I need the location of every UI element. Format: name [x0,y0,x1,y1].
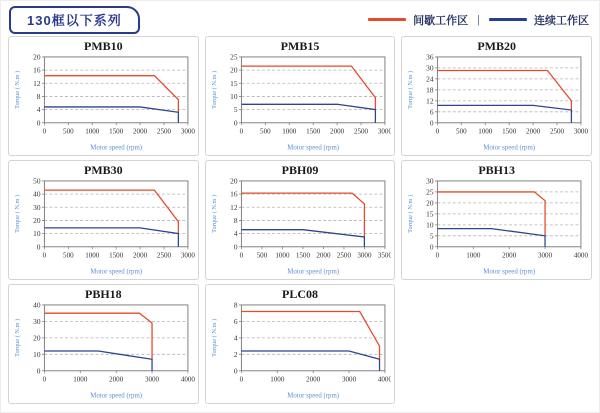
svg-text:3000: 3000 [574,127,589,136]
svg-text:10: 10 [229,91,238,101]
svg-text:Torque ( N.m ): Torque ( N.m ) [210,194,218,233]
svg-text:0: 0 [239,251,243,260]
chart-title: PBH18 [84,287,122,301]
svg-text:Motor speed (rpm): Motor speed (rpm) [90,268,143,276]
legend-label-intermittent: 间歇工作区 [413,14,469,27]
svg-text:0: 0 [430,118,434,128]
svg-text:4000: 4000 [180,375,195,384]
svg-text:Torque ( N.m ): Torque ( N.m ) [407,70,415,109]
svg-text:Motor speed (rpm): Motor speed (rpm) [483,144,536,152]
svg-text:Motor speed (rpm): Motor speed (rpm) [483,268,536,276]
svg-text:40: 40 [33,301,41,310]
svg-text:0: 0 [430,242,434,252]
svg-text:Torque ( N.m ): Torque ( N.m ) [210,70,218,109]
svg-text:8: 8 [233,301,238,310]
chart-title: PBH09 [281,163,319,177]
svg-text:0: 0 [42,375,47,384]
svg-text:1000: 1000 [274,251,290,260]
svg-text:0: 0 [42,251,47,260]
svg-text:0: 0 [233,366,238,376]
legend-item-intermittent [368,12,468,28]
svg-text:6: 6 [430,107,434,117]
svg-text:1000: 1000 [269,375,284,384]
svg-text:20: 20 [33,333,41,343]
chart-title: PMB30 [83,163,123,177]
svg-text:Motor speed (rpm): Motor speed (rpm) [90,144,143,152]
svg-text:4: 4 [233,333,238,343]
chart-card [205,36,396,156]
svg-text:3000: 3000 [341,375,356,384]
svg-text:10: 10 [426,220,434,230]
svg-text:1500: 1500 [295,251,310,260]
svg-text:10: 10 [33,229,41,239]
svg-text:4: 4 [233,229,238,239]
svg-text:50: 50 [33,177,41,186]
svg-text:Motor speed (rpm): Motor speed (rpm) [286,392,339,400]
svg-text:500: 500 [259,127,271,136]
svg-text:1500: 1500 [502,127,517,136]
chart-canvas-PBH18 [12,301,195,400]
svg-text:8: 8 [36,91,41,101]
svg-text:16: 16 [33,65,41,75]
svg-text:2000: 2000 [305,375,320,384]
svg-text:1000: 1000 [466,251,481,260]
svg-text:30: 30 [33,202,41,212]
chart-card [401,36,592,156]
svg-text:500: 500 [62,251,74,260]
svg-text:40: 40 [33,189,41,199]
svg-text:12: 12 [229,202,238,212]
legend-divider: | [477,13,480,26]
intermittent-line-swatch-icon [368,18,406,21]
svg-text:36: 36 [426,53,434,62]
series-title: 130框以下系列 [9,6,140,34]
svg-text:1500: 1500 [109,251,124,260]
svg-text:15: 15 [426,209,434,219]
chart-title: PMB10 [83,39,123,53]
chart-card [205,284,396,404]
svg-text:12: 12 [426,96,434,106]
svg-text:1000: 1000 [85,251,100,260]
svg-text:Torque ( N.m ): Torque ( N.m ) [13,194,21,233]
svg-text:20: 20 [426,198,434,208]
svg-text:1500: 1500 [109,127,124,136]
chart-card [8,36,199,156]
svg-text:24: 24 [426,74,434,84]
svg-text:1000: 1000 [85,127,100,136]
svg-text:3000: 3000 [144,375,160,384]
svg-text:1000: 1000 [73,375,88,384]
svg-text:2000: 2000 [329,127,344,136]
svg-text:25: 25 [426,187,434,197]
chart-card [8,160,199,280]
svg-text:0: 0 [239,127,243,136]
continuous-line-swatch-icon [489,18,527,21]
legend [368,12,589,28]
svg-text:30: 30 [33,316,41,326]
svg-text:1000: 1000 [281,127,296,136]
svg-text:3000: 3000 [538,251,553,260]
svg-text:Torque ( N.m ): Torque ( N.m ) [13,318,21,357]
svg-text:0: 0 [435,251,440,260]
chart-canvas-PLC08 [209,301,392,400]
svg-text:3500: 3500 [377,251,392,260]
chart-card [8,284,199,404]
svg-text:8: 8 [233,215,238,225]
svg-text:30: 30 [426,177,434,186]
svg-text:2000: 2000 [132,127,148,136]
svg-text:0: 0 [239,375,243,384]
chart-card [205,160,396,280]
svg-text:6: 6 [233,316,238,326]
svg-text:0: 0 [233,242,238,252]
svg-text:16: 16 [229,189,238,199]
svg-text:500: 500 [456,127,467,136]
svg-text:2: 2 [233,349,238,359]
svg-text:Torque ( N.m ): Torque ( N.m ) [13,70,21,109]
svg-text:25: 25 [229,53,238,62]
svg-text:0: 0 [233,118,238,128]
svg-text:2500: 2500 [156,127,171,136]
chart-canvas-PBH13 [405,177,588,276]
svg-text:500: 500 [62,127,74,136]
svg-text:18: 18 [426,85,434,95]
svg-text:1500: 1500 [305,127,320,136]
svg-text:3000: 3000 [180,127,195,136]
svg-text:20: 20 [33,215,41,225]
svg-text:4: 4 [36,105,41,115]
chart-canvas-PMB30 [12,177,195,276]
svg-text:5: 5 [430,231,434,241]
svg-text:20: 20 [33,53,41,62]
svg-text:20: 20 [229,65,238,75]
chart-canvas-PMB15 [209,53,392,152]
svg-text:2500: 2500 [336,251,351,260]
svg-text:Torque ( N.m ): Torque ( N.m ) [407,194,415,233]
svg-text:0: 0 [435,127,440,136]
svg-text:4000: 4000 [377,375,392,384]
svg-text:Torque ( N.m ): Torque ( N.m ) [210,318,218,357]
svg-text:500: 500 [256,251,267,260]
svg-text:2000: 2000 [132,251,148,260]
svg-text:0: 0 [42,127,47,136]
chart-canvas-PBH09 [209,177,392,276]
svg-text:0: 0 [36,366,41,376]
svg-text:30: 30 [426,63,434,73]
svg-text:5: 5 [233,105,238,115]
svg-text:3000: 3000 [180,251,195,260]
chart-title: PMB15 [280,39,320,53]
svg-text:12: 12 [33,78,41,88]
svg-text:2000: 2000 [502,251,517,260]
svg-text:1000: 1000 [478,127,493,136]
svg-text:0: 0 [36,118,41,128]
svg-text:2000: 2000 [109,375,124,384]
svg-text:4000: 4000 [574,251,589,260]
chart-card [401,160,592,280]
svg-text:2500: 2500 [353,127,368,136]
chart-title: PMB20 [477,39,516,53]
svg-text:Motor speed (rpm): Motor speed (rpm) [286,268,339,276]
svg-text:10: 10 [33,349,41,359]
legend-item-continuous [489,12,589,28]
chart-canvas-PMB20 [405,53,588,152]
svg-text:Motor speed (rpm): Motor speed (rpm) [286,144,339,152]
chart-title: PBH13 [478,163,515,177]
chart-title: PLC08 [281,287,318,301]
svg-text:3000: 3000 [356,251,372,260]
svg-text:Motor speed (rpm): Motor speed (rpm) [90,392,143,400]
svg-text:20: 20 [229,177,238,186]
legend-label-continuous: 连续工作区 [534,14,589,27]
svg-text:2000: 2000 [526,127,541,136]
chart-canvas-PMB10 [12,53,195,152]
svg-text:3000: 3000 [377,127,392,136]
svg-text:0: 0 [36,242,41,252]
svg-text:15: 15 [229,78,238,88]
svg-text:2500: 2500 [156,251,171,260]
svg-text:2500: 2500 [550,127,565,136]
header [1,1,599,35]
svg-text:2000: 2000 [315,251,331,260]
charts-grid [1,35,599,404]
